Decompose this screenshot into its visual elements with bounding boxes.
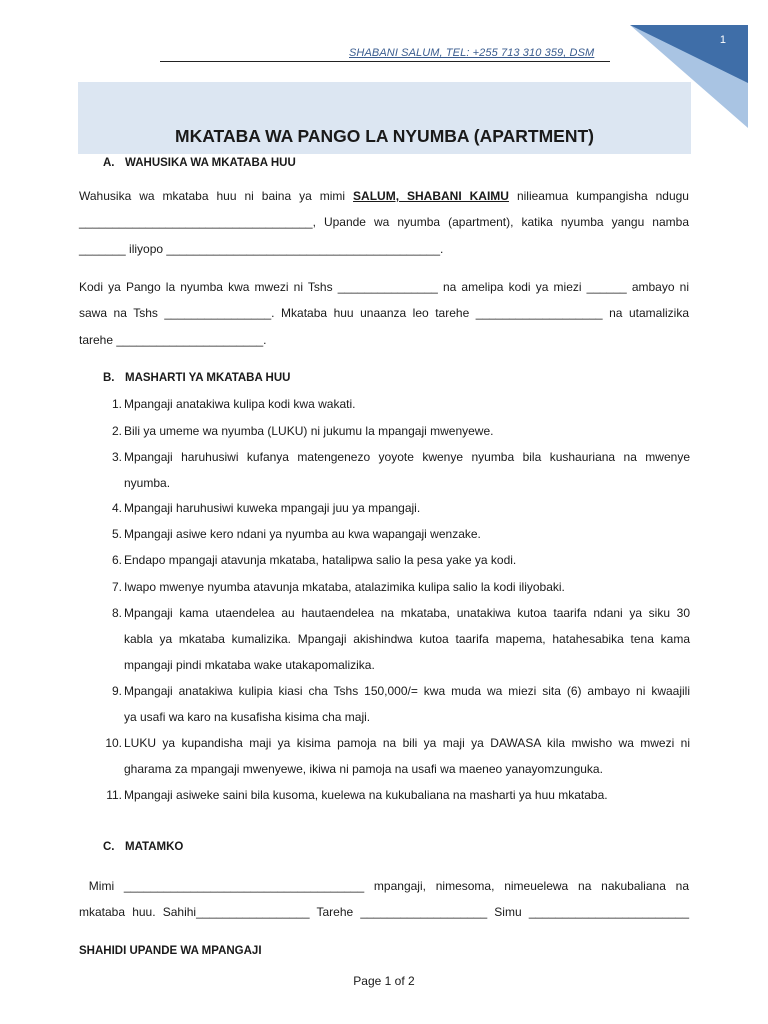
header-rule: [160, 61, 610, 62]
condition-text: ya usafi wa karo na kusafisha kisima cha maji.: [124, 710, 371, 724]
rent-paragraph-line-1: Kodi ya Pango la nyumba kwa mwezi ni Tshs _______________ na amelipa kodi ya miezi ______ ambayo ni: [79, 280, 689, 294]
condition-text: Mpangaji haruhusiwi kufanya matengenezo yoyote kwenye nyumba bila kushauriana na mwenye: [124, 450, 690, 464]
condition-number: 5.: [111, 527, 122, 541]
section-letter: B.: [103, 372, 115, 384]
condition-text: nyumba.: [124, 476, 171, 490]
condition-number: 10.: [105, 736, 122, 750]
condition-text: Endapo mpangaji atavunja mkataba, hatalipwa salio la pesa yake ya kodi.: [124, 553, 517, 567]
section-title: MASHARTI YA MKATABA HUU: [125, 372, 291, 384]
condition-number: 1.: [111, 397, 122, 411]
page-footer: Page 1 of 2: [353, 974, 415, 988]
section-title: WAHUSIKA WA MKATABA HUU: [125, 157, 296, 169]
condition-text: Mpangaji asiwe kero ndani ya nyumba au kwa wapangaji wenzake.: [124, 527, 481, 541]
condition-number: 9.: [111, 684, 122, 698]
parties-text: nilieamua kumpangisha ndugu: [516, 189, 689, 203]
condition-number: 6.: [111, 553, 122, 567]
condition-text: Mpangaji asiweke saini bila kusoma, kuelewa na kukubaliana na masharti ya huu mkataba.: [124, 788, 608, 802]
landlord-name: SALUM, SHABANI KAIMU: [353, 189, 509, 203]
declaration-line-2: mkataba huu. Sahihi_________________ Tarehe ___________________ Simu ________________________: [79, 905, 689, 919]
witness-heading-text: SHAHIDI UPANDE WA MPANGAJI: [79, 945, 262, 957]
document-title: MKATABA WA PANGO LA NYUMBA (APARTMENT): [175, 126, 594, 146]
condition-number: 11.: [106, 788, 122, 802]
section-title: MATAMKO: [125, 841, 184, 853]
condition-text: Mpangaji kama utaendelea au hautaendelea na mkataba, unatakiwa kutoa taarifa ndani ya siku 30: [124, 606, 690, 620]
declaration-line-1: Mimi ____________________________________ mpangaji, nimesoma, nimeuelewa na nakubaliana na: [79, 879, 689, 893]
condition-text: Iwapo mwenye nyumba atavunja mkataba, atalazimika kulipa salio la kodi iliyobaki.: [124, 580, 565, 594]
section-letter: A.: [103, 157, 115, 169]
header-contact: SHABANI SALUM, TEL: +255 713 310 359, DSM: [349, 47, 595, 59]
condition-text: Mpangaji haruhusiwi kuweka mpangaji juu ya mpangaji.: [124, 501, 421, 515]
condition-number: 7.: [111, 580, 122, 594]
condition-text: Mpangaji anatakiwa kulipia kiasi cha Tshs 150,000/= kwa muda wa miezi sita (6) ambayo ni kwaajili: [124, 684, 690, 698]
parties-paragraph-line-2: ___________________________________, Upande wa nyumba (apartment), katika nyumba yangu namba: [79, 215, 689, 229]
condition-number: 8.: [111, 606, 122, 620]
condition-number: 2.: [111, 424, 122, 438]
condition-text: gharama za mpangaji mwenyewe, ikiwa ni pamoja na usafi wa maeneo yanayomzunguka.: [124, 762, 603, 776]
parties-paragraph-line-3: _______ iliyopo _________________________________________.: [79, 242, 444, 256]
condition-number: 3.: [111, 450, 122, 464]
condition-text: LUKU ya kupandisha maji ya kisima pamoja na bili ya maji ya DAWASA kila mwisho wa mwezi ni: [124, 736, 690, 750]
rent-paragraph-line-2: sawa na Tshs ________________. Mkataba huu unaanza leo tarehe ___________________ na utamalizika: [79, 306, 689, 320]
condition-text: mpangaji pindi mkataba wake utakapomalizika.: [124, 658, 375, 672]
page-number: 1: [719, 34, 726, 46]
parties-paragraph-line-1: [79, 183, 689, 209]
rent-paragraph-line-3: tarehe ______________________.: [79, 333, 267, 347]
condition-text: Mpangaji anatakiwa kulipa kodi kwa wakati.: [124, 397, 356, 411]
section-letter: C.: [103, 841, 115, 853]
condition-number: 4.: [111, 501, 122, 515]
condition-text: Bili ya umeme wa nyumba (LUKU) ni jukumu la mpangaji mwenyewe.: [124, 424, 494, 438]
condition-text: kabla ya mkataba kumalizika. Mpangaji akishindwa kutoa taarifa mapema, hatahesabika tena kama: [124, 632, 690, 646]
parties-text: Wahusika wa mkataba huu ni baina ya mimi: [79, 189, 346, 203]
